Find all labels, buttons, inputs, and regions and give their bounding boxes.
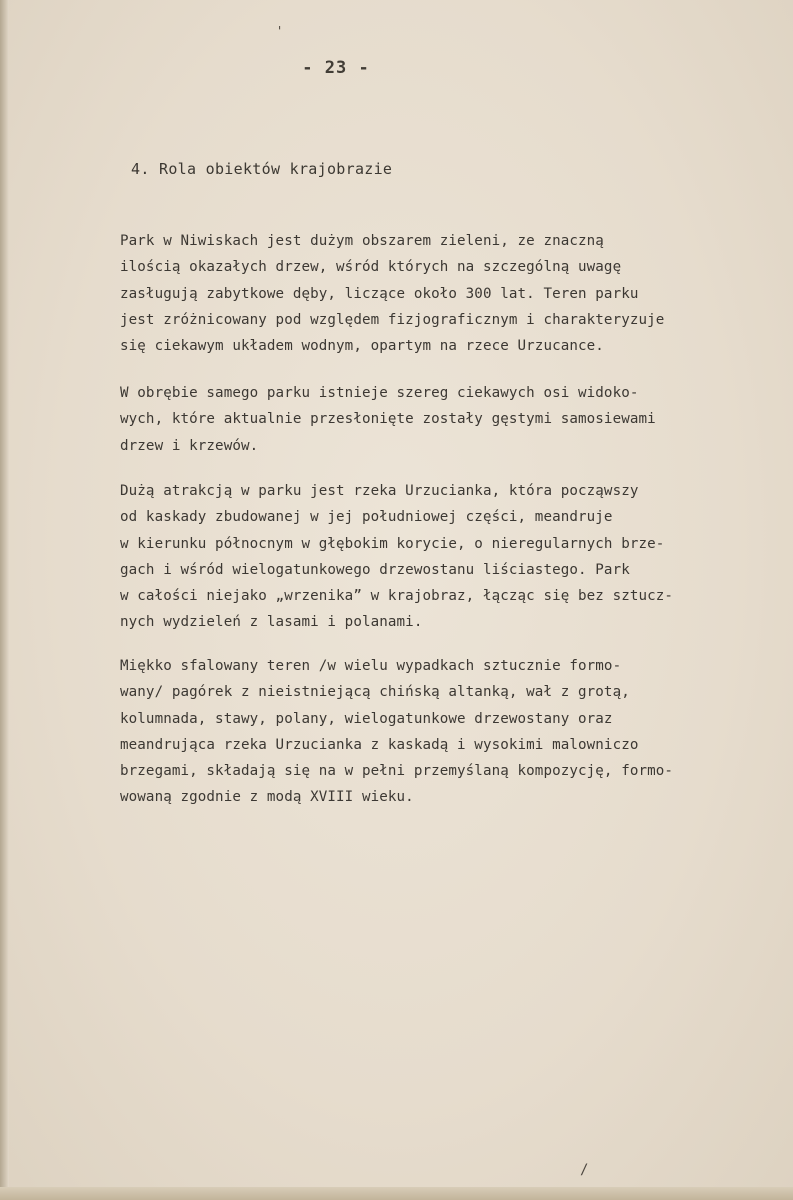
text-line: nych wydzieleń z lasami i polanami. [120,614,423,631]
text-line: wany/ pagórek z nieistniejącą chińską altanką, wał z grotą, [120,684,630,701]
ink-mark: ' [276,24,284,38]
paragraph-view-axes [120,380,760,459]
text-line: gach i wśród wielogatunkowego drzewostanu liściastego. Park [120,561,630,578]
paragraph-river [120,478,760,636]
text-line: w całości niejako „wrzenika” w krajobraz, łącząc się bez sztucz- [120,588,674,605]
text-line: meandrująca rzeka Urzucianka z kaskadą i wysokimi malowniczo [120,736,639,753]
paragraph-composition [120,653,760,811]
text-line: drzew i krzewów. [120,437,259,454]
text-line: ilością okazałych drzew, wśród których na szczególną uwagę [120,259,622,276]
text-line: Park w Niwiskach jest dużym obszarem zieleni, ze znaczną [120,233,604,249]
binding-edge [0,0,9,1200]
text-line: w kierunku północnym w głębokim korycie, o nieregularnych brze- [120,535,665,552]
text-line: Miękko sfalowany teren /w wielu wypadkach sztucznie formo- [120,658,622,674]
ink-mark: / [580,1162,589,1178]
page-number: - 23 - [302,58,370,78]
page-bottom-edge [0,1187,793,1200]
text-line: W obrębie samego parku istnieje szereg ciekawych osi widoko- [120,385,639,401]
text-line: Dużą atrakcją w parku jest rzeka Urzucianka, która począwszy [120,483,639,499]
text-line: jest zróżnicowany pod względem fizjograficznym i charakteryzuje [120,311,665,328]
text-line: się ciekawym układem wodnym, opartym na rzece Urzucance. [120,338,604,355]
text-line: od kaskady zbudowanej w jej południowej części, meandruje [120,509,613,526]
text-line: wych, które aktualnie przesłonięte zostały gęstymi samosiewami [120,411,656,428]
section-heading: 4. Rola obiektów krajobrazie [131,160,393,178]
paragraph-park-overview [120,228,760,359]
text-line: kolumnada, stawy, polany, wielogatunkowe drzewostany oraz [120,710,613,727]
text-line: zasługują zabytkowe dęby, liczące około 300 lat. Teren parku [120,285,639,302]
text-line: wowaną zgodnie z modą XVIII wieku. [120,789,414,806]
text-line: brzegami, składają się na w pełni przemyślaną kompozycję, formo- [120,763,674,780]
